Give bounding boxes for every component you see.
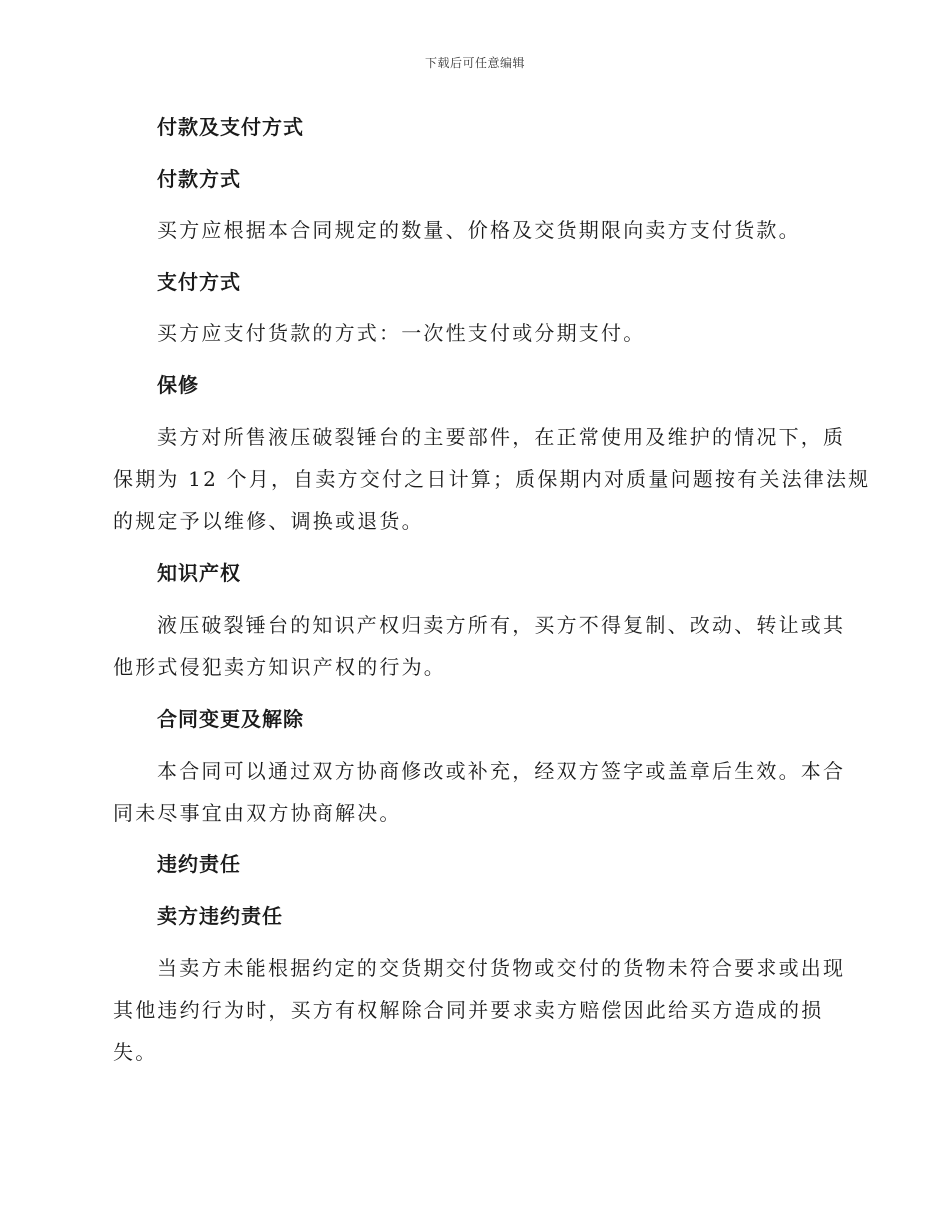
paragraph-seller-breach-line2: 其他违约行为时，买方有权解除合同并要求卖方赔偿因此给买方造成的损 bbox=[113, 998, 824, 1022]
paragraph-warranty-line2: 保期为 12 个月，自卖方交付之日计算；质保期内对质量问题按有关法律法规 bbox=[113, 467, 871, 491]
paragraph-payment-method: 买方应根据本合同规定的数量、价格及交货期限向卖方支付货款。 bbox=[157, 218, 801, 242]
paragraph-change-line1: 本合同可以通过双方协商修改或补充，经双方签字或盖章后生效。本合 bbox=[157, 759, 846, 783]
heading-pay-way: 支付方式 bbox=[157, 270, 241, 294]
paragraph-seller-breach-line3: 失。 bbox=[113, 1040, 158, 1064]
heading-payment: 付款及支付方式 bbox=[157, 115, 304, 139]
paragraph-warranty-line1: 卖方对所售液压破裂锤台的主要部件，在正常使用及维护的情况下，质 bbox=[157, 425, 846, 449]
paragraph-pay-way: 买方应支付货款的方式：一次性支付或分期支付。 bbox=[157, 321, 646, 345]
paragraph-ip-line2: 他形式侵犯卖方知识产权的行为。 bbox=[113, 655, 446, 679]
paragraph-change-line2: 同未尽事宜由双方协商解决。 bbox=[113, 801, 402, 825]
header-note: 下载后可任意编辑 bbox=[424, 56, 525, 70]
heading-payment-method: 付款方式 bbox=[157, 167, 241, 191]
heading-seller-breach: 卖方违约责任 bbox=[157, 904, 283, 928]
paragraph-warranty-line3: 的规定予以维修、调换或退货。 bbox=[113, 509, 424, 533]
paragraph-ip-line1: 液压破裂锤台的知识产权归卖方所有，买方不得复制、改动、转让或其 bbox=[157, 613, 846, 637]
heading-warranty: 保修 bbox=[157, 373, 199, 397]
heading-change: 合同变更及解除 bbox=[157, 707, 304, 731]
paragraph-seller-breach-line1: 当卖方未能根据约定的交货期交付货物或交付的货物未符合要求或出现 bbox=[157, 956, 846, 980]
heading-breach: 违约责任 bbox=[157, 852, 241, 876]
heading-ip: 知识产权 bbox=[157, 561, 241, 585]
